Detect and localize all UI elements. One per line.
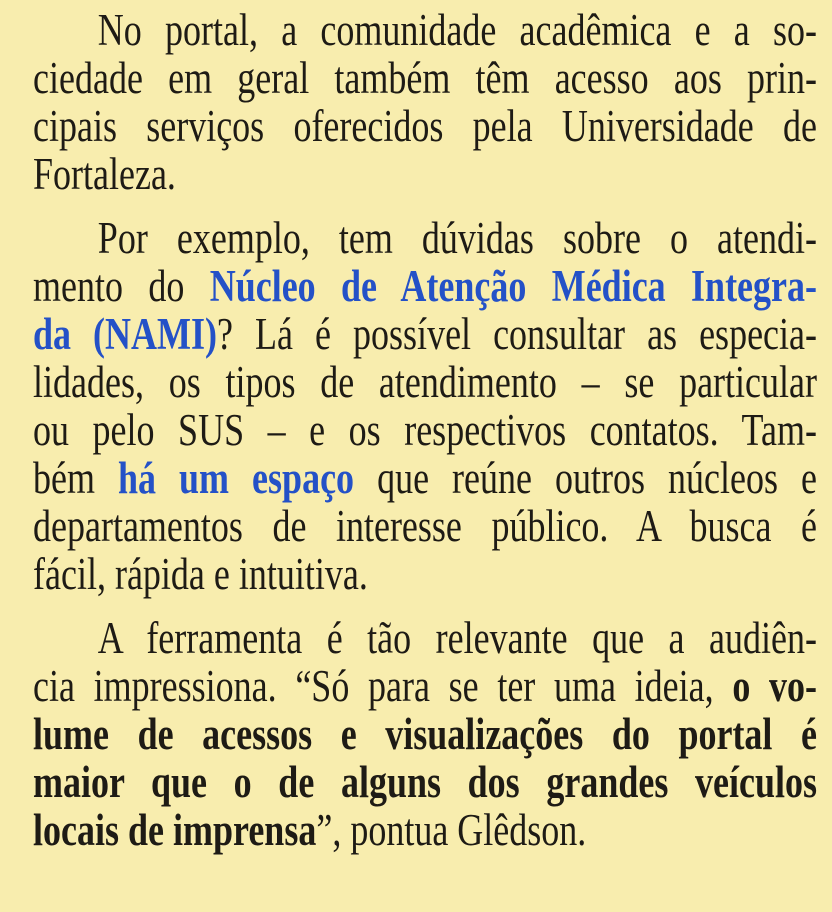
text-line	[33, 102, 817, 150]
link-espaco[interactable]: há um espaço	[118, 453, 355, 503]
text-line	[33, 454, 817, 502]
text-run: que reúne outros núcleos e	[354, 453, 817, 503]
text-run: ciedade em geral também têm acesso aos prin-	[33, 53, 817, 103]
text-run: departamentos de interesse público. A busca é	[33, 501, 817, 551]
text-run: mento do	[33, 261, 210, 311]
text-run: lidades, os tipos de atendimento – se particular	[33, 357, 817, 407]
bold-text-run: locais de imprensa	[33, 805, 317, 855]
text-line	[33, 54, 817, 102]
text-line	[33, 614, 817, 662]
text-run: cia impressiona. “Só para se ter uma ideia,	[33, 661, 733, 711]
text-run: fácil, rápida e intuitiva.	[33, 549, 368, 599]
text-run: cipais serviços oferecidos pela Universidade de	[33, 101, 817, 151]
text-line	[33, 662, 817, 710]
paragraph	[33, 614, 817, 854]
paragraph	[33, 6, 817, 198]
link-nami[interactable]: da (NAMI)	[33, 309, 218, 359]
bold-text-run: lume de acessos e visualizações do portal é	[33, 709, 817, 759]
text-line	[33, 758, 817, 806]
text-line	[33, 310, 817, 358]
text-run: ? Lá é possível consultar as especia-	[217, 309, 817, 359]
text-line	[33, 358, 817, 406]
article-text	[33, 6, 817, 870]
text-run: No portal, a comunidade acadêmica e a so-	[97, 5, 818, 55]
text-run: bém	[33, 453, 118, 503]
text-line	[33, 502, 817, 550]
bold-text-run: o vo-	[732, 661, 817, 711]
text-line	[33, 6, 817, 54]
paragraph	[33, 214, 817, 598]
link-nami[interactable]: Núcleo de Atenção Médica Integra-	[209, 261, 817, 311]
text-line	[33, 550, 817, 598]
text-line	[33, 214, 817, 262]
text-run: A ferramenta é tão relevante que a audiên-	[97, 613, 818, 663]
text-line	[33, 150, 817, 198]
text-line	[33, 710, 817, 758]
text-run: ou pelo SUS – e os respectivos contatos. Tam-	[33, 405, 817, 455]
text-line	[33, 406, 817, 454]
text-run: Fortaleza.	[33, 149, 176, 199]
text-line	[33, 262, 817, 310]
text-run: Por exemplo, tem dúvidas sobre o atendi-	[97, 213, 818, 263]
text-line	[33, 806, 817, 854]
bold-text-run: maior que o de alguns dos grandes veículos	[33, 757, 817, 807]
text-run: ”, pontua Glêdson.	[316, 805, 587, 855]
